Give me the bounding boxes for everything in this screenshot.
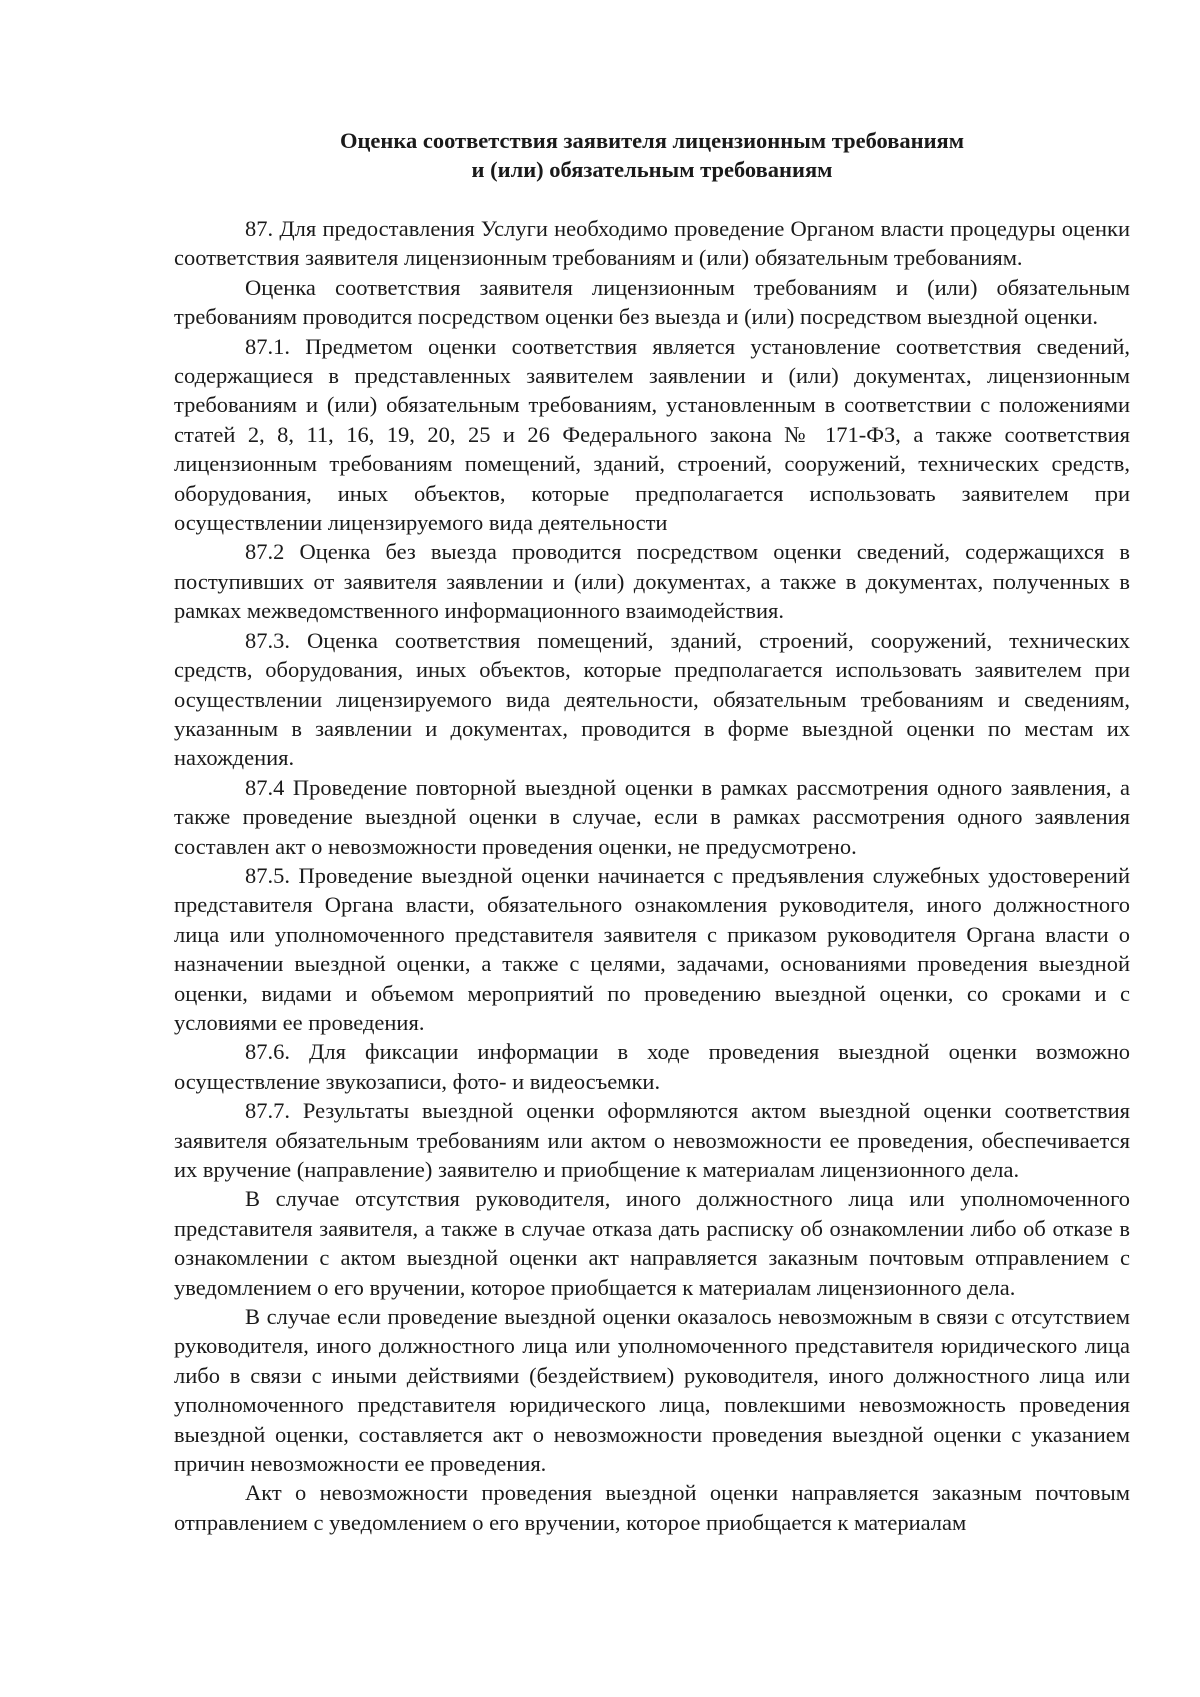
paragraph-impossibility-case: В случае если проведение выездной оценки оказалось невозможным в связи с отсутствием руководителя, иного должностного лица или уполномоченного представителя юридического лица либо в связи с иными действиями (бездействием) руководителя, иного должностного лица или уполномоченного представителя юридического лица, повлекшими невозможность проведения выездной оценки, составляется акт о невозможности проведения выездной оценки с указанием причин невозможности ее проведения. <box>174 1304 1130 1477</box>
paragraph-87-1: 87.1. Предметом оценки соответствия является установление соответствия сведений, содержащиеся в представленных заявителем заявлении и (или) документах, лицензионным требованиям и (или) обязательным требованиям, установленным в соответствии с положениями статей 2, 8, 11, 16, 19, 20, 25 и 26 Федерального закона № 171-ФЗ, а также соответствия лицензионным требованиям помещений, зданий, строений, сооружений, технических средств, оборудования, иных объектов, которые предполагается использовать заявителем при осуществлении лицензируемого вида деятельности <box>174 333 1130 536</box>
paragraph-87-7: 87.7. Результаты выездной оценки оформляются актом выездной оценки соответствия заявителя обязательным требованиям или актом о невозможности ее проведения, обеспечивается их вручение (направление) заявителю и приобщение к материалам лицензионного дела. <box>174 1098 1130 1182</box>
paragraph-impossibility-act: Акт о невозможности проведения выездной оценки направляется заказным почтовым отправлением с уведомлением о его вручении, которое приобщается к материалам <box>174 1480 1130 1535</box>
paragraph-87-assessment-forms: Оценка соответствия заявителя лицензионным требованиям и (или) обязательным требованиям проводится посредством оценки без выезда и (или) посредством выездной оценки. <box>174 274 1130 330</box>
section-title-line-1: Оценка соответствия заявителя лицензионным требованиям <box>339 128 965 153</box>
paragraph-87-6: 87.6. Для фиксации информации в ходе проведения выездной оценки возможно осуществление звукозаписи, фото- и видеосъемки. <box>174 1039 1130 1094</box>
paragraph-87: 87. Для предоставления Услуги необходимо проведение Органом власти процедуры оценки соответствия заявителя лицензионным требованиям и (или) обязательным требованиям. <box>174 216 1130 271</box>
paragraph-87-4: 87.4 Проведение повторной выездной оценки в рамках рассмотрения одного заявления, а также проведение выездной оценки в случае, если в рамках рассмотрения одного заявления составлен акт о невозможности проведения оценки, не предусмотрено. <box>174 774 1130 859</box>
paragraph-absence-case: В случае отсутствия руководителя, иного должностного лица или уполномоченного представителя заявителя, а также в случае отказа дать расписку об ознакомлении либо об отказе в ознакомлении с актом выездной оценки акт направляется заказным почтовым отправлением с уведомлением о его вручении, которое приобщается к материалам лицензионного дела. <box>174 1186 1130 1300</box>
paragraph-87-2: 87.2 Оценка без выезда проводится посредством оценки сведений, содержащихся в поступивших от заявителя заявлении и (или) документах, а также в документах, полученных в рамках межведомственного информационного взаимодействия. <box>174 539 1130 624</box>
section-title <box>174 126 1130 184</box>
section-title-line-2: и (или) обязательным требованиям <box>471 157 833 182</box>
paragraph-87-3: 87.3. Оценка соответствия помещений, зданий, строений, сооружений, технических средств, оборудования, иных объектов, которые предполагается использовать заявителем при осуществлении лицензируемого вида деятельности, обязательным требованиям и сведениям, указанным в заявлении и документах, проводится в форме выездной оценки по местам их нахождения. <box>174 627 1130 771</box>
paragraph-87-5: 87.5. Проведение выездной оценки начинается с предъявления служебных удостоверений представителя Органа власти, обязательного ознакомления руководителя, иного должностного лица или уполномоченного представителя заявителя с приказом руководителя Органа власти о назначении выездной оценки, а также с целями, задачами, основаниями проведения выездной оценки, видами и объемом мероприятий по проведению выездной оценки, со сроками и с условиями ее проведения. <box>174 862 1130 1035</box>
document-body <box>174 126 1130 1537</box>
